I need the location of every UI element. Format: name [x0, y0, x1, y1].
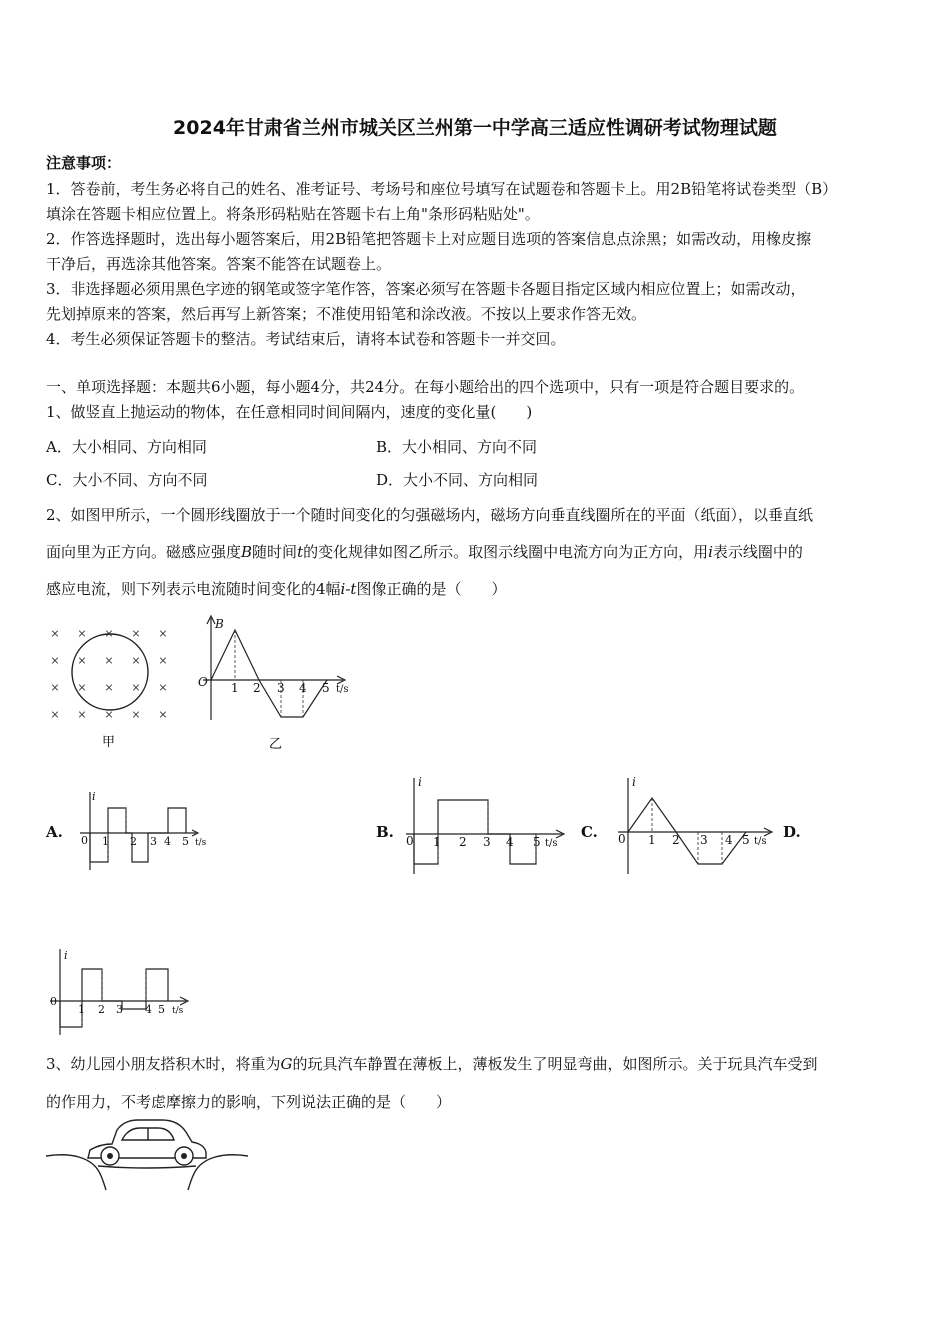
notice-line: 填涂在答题卡相应位置上。将条形码粘贴在答题卡右上角"条形码粘贴处"。 — [46, 205, 540, 223]
svg-text:i: i — [418, 775, 422, 789]
svg-text:O: O — [198, 675, 208, 689]
svg-text:0: 0 — [406, 834, 414, 848]
svg-text:0: 0 — [50, 995, 57, 1008]
svg-text:×: × — [158, 627, 168, 640]
q3-stem-line2: 的作用力，不考虑摩擦力的影响，下列说法正确的是（ ） — [46, 1093, 452, 1111]
svg-text:×: × — [158, 708, 168, 721]
svg-text:5: 5 — [742, 833, 750, 847]
toy-car-figure — [42, 1118, 254, 1194]
graph-option-d — [46, 945, 206, 1040]
svg-text:4: 4 — [506, 835, 514, 849]
notice-line: 4．考生必须保证答题卡的整洁。考试结束后，请将本试卷和答题卡一并交回。 — [46, 330, 566, 348]
svg-text:2: 2 — [98, 1003, 105, 1016]
svg-text:×: × — [158, 654, 168, 667]
svg-text:4: 4 — [145, 1003, 152, 1016]
notice-line: 先划掉原来的答案，然后再写上新答案；不准使用铅笔和涂改液。不按以上要求作答无效。 — [46, 305, 647, 323]
svg-text:i: i — [64, 949, 68, 962]
svg-text:3: 3 — [700, 833, 708, 847]
svg-text:1: 1 — [648, 833, 656, 847]
notice-line: 3．非选择题必须用黑色字迹的钢笔或签字笔作答，答案必须写在答题卡各题目指定区域内相应位置上；如需改动， — [46, 280, 806, 298]
svg-text:×: × — [131, 654, 141, 667]
svg-text:1: 1 — [102, 835, 109, 848]
svg-text:×: × — [77, 627, 87, 640]
svg-text:×: × — [131, 681, 141, 694]
svg-text:×: × — [50, 681, 60, 694]
svg-text:4: 4 — [164, 835, 171, 848]
svg-text:×: × — [158, 681, 168, 694]
q2-stem-line2: 面向里为正方向。磁感应强度B随时间t的变化规律如图乙所示。取图示线圈中电流方向为正方向，用i表示线圈中的 — [46, 543, 803, 561]
svg-text:1: 1 — [433, 835, 441, 849]
figure-jia — [40, 620, 180, 750]
notice-line: 2．作答选择题时，选出每小题答案后，用2B铅笔把答题卡上对应题目选项的答案信息点涂黑；如需改动，用橡皮擦 — [46, 230, 812, 248]
field-cross: × — [50, 627, 60, 640]
svg-text:4: 4 — [725, 833, 733, 847]
svg-text:×: × — [131, 708, 141, 721]
q2-option-d-label: D. — [783, 823, 801, 841]
svg-text:3: 3 — [150, 835, 157, 848]
svg-text:×: × — [104, 681, 114, 694]
svg-text:5: 5 — [182, 835, 189, 848]
svg-text:×: × — [50, 708, 60, 721]
svg-text:×: × — [77, 708, 87, 721]
notice-line: 1．答卷前，考生务必将自己的姓名、准考证号、考场号和座位号填写在试题卷和答题卡上。用2B铅笔将试卷类型（B） — [46, 180, 838, 198]
q1-option-d: D．大小不同、方向相同 — [376, 471, 539, 489]
svg-text:3: 3 — [116, 1003, 123, 1016]
coil-circle — [72, 634, 148, 710]
svg-text:i: i — [92, 790, 96, 803]
notice-line: 干净后，再选涂其他答案。答案不能答在试题卷上。 — [46, 255, 392, 273]
svg-text:3: 3 — [483, 835, 491, 849]
q1-option-a: A．大小相同、方向相同 — [46, 438, 207, 456]
q1-stem: 1、做竖直上抛运动的物体，在任意相同时间间隔内，速度的变化量( ) — [46, 403, 533, 421]
svg-text:×: × — [77, 654, 87, 667]
svg-text:×: × — [77, 681, 87, 694]
b-curve — [211, 630, 327, 717]
svg-text:×: × — [131, 627, 141, 640]
svg-text:2: 2 — [672, 833, 680, 847]
q2-option-c-label: C. — [581, 823, 598, 841]
figure-yi — [193, 612, 363, 752]
svg-text:×: × — [104, 708, 114, 721]
svg-text:t/s: t/s — [195, 838, 207, 848]
figure-yi-label: 乙 — [269, 737, 283, 752]
svg-text:t/s: t/s — [336, 684, 349, 695]
svg-text:×: × — [104, 627, 114, 640]
svg-text:0: 0 — [618, 832, 626, 846]
q2-stem-line1: 2、如图甲所示，一个圆形线圈放于一个随时间变化的匀强磁场内，磁场方向垂直线圈所在的平面（纸面），以垂直纸 — [46, 506, 814, 524]
svg-text:5: 5 — [158, 1003, 165, 1016]
graph-option-c — [610, 772, 780, 878]
svg-text:t/s: t/s — [545, 838, 558, 849]
svg-text:1: 1 — [78, 1003, 85, 1016]
svg-text:1: 1 — [231, 681, 239, 695]
section-heading: 一、单项选择题：本题共6小题，每小题4分，共24分。在每小题给出的四个选项中，只有一项是符合题目要求的。 — [46, 378, 805, 396]
svg-text:×: × — [50, 654, 60, 667]
svg-text:2: 2 — [459, 835, 467, 849]
svg-text:2: 2 — [130, 835, 137, 848]
svg-text:4: 4 — [299, 681, 307, 695]
svg-text:2: 2 — [253, 681, 261, 695]
q3-stem-line1: 3、幼儿园小朋友搭积木时，将重为G的玩具汽车静置在薄板上，薄板发生了明显弯曲，如图所示。关于玩具汽车受到 — [46, 1055, 818, 1073]
svg-text:3: 3 — [277, 681, 285, 695]
svg-text:t/s: t/s — [172, 1006, 184, 1016]
svg-text:5: 5 — [533, 835, 541, 849]
axis-b-label: B — [215, 617, 224, 631]
q2-option-b-label: B. — [376, 823, 394, 841]
graph-option-a — [76, 788, 216, 878]
q1-option-b: B．大小相同、方向不同 — [376, 438, 538, 456]
q2-stem-line3: 感应电流，则下列表示电流随时间变化的4幅i-t图像正确的是（ ） — [46, 580, 507, 598]
graph-option-b — [402, 772, 572, 878]
q1-option-c: C．大小不同、方向不同 — [46, 471, 208, 489]
notice-heading: 注意事项： — [46, 154, 122, 172]
svg-text:5: 5 — [322, 681, 330, 695]
page-title: 2024年甘肃省兰州市城关区兰州第一中学高三适应性调研考试物理试题 — [173, 117, 777, 139]
figure-jia-label: 甲 — [102, 735, 116, 750]
svg-text:0: 0 — [81, 834, 88, 847]
svg-text:t/s: t/s — [754, 836, 767, 847]
svg-text:i: i — [632, 775, 636, 789]
q2-option-a-label: A. — [46, 823, 63, 841]
svg-text:×: × — [104, 654, 114, 667]
